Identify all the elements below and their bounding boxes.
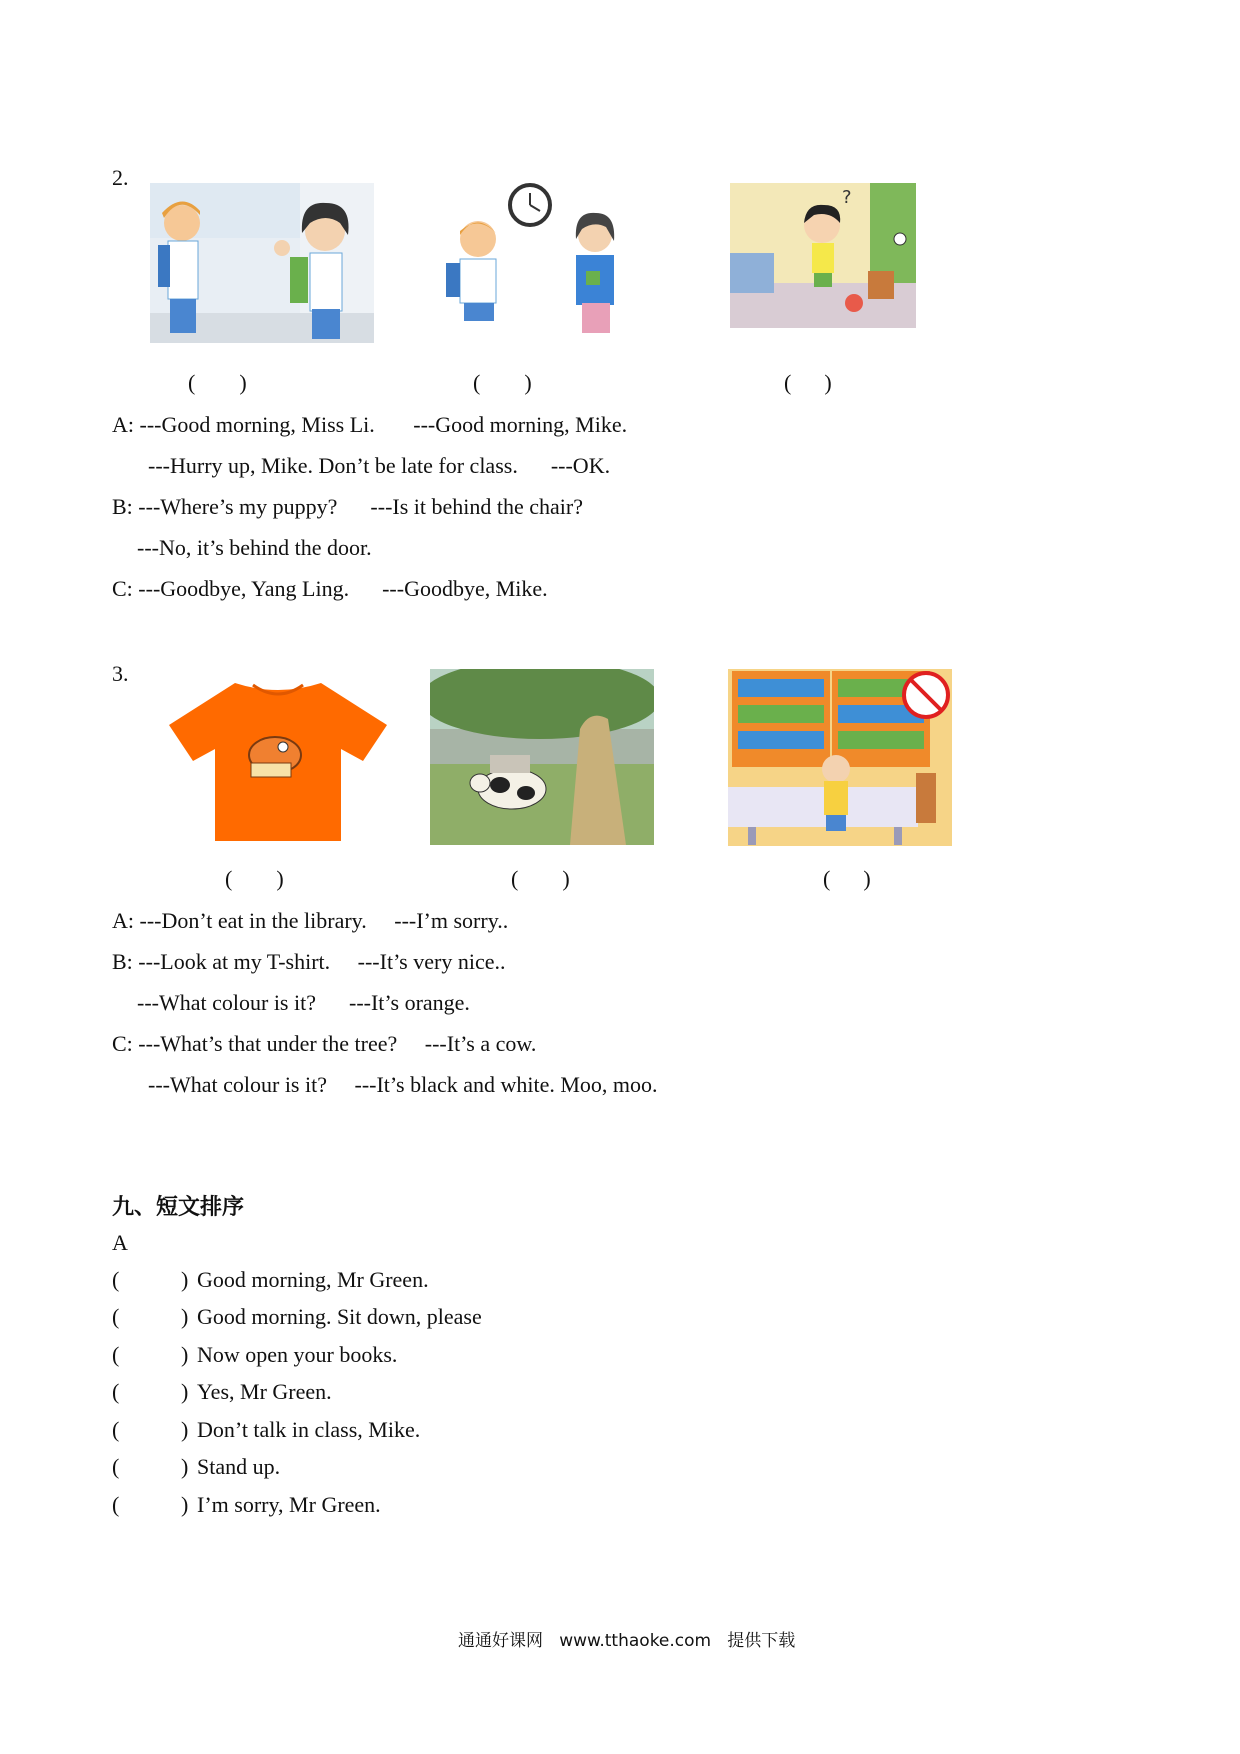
picture-library-no-eating bbox=[728, 669, 952, 846]
svg-text:?: ? bbox=[842, 187, 852, 208]
ordering-close-paren: ) bbox=[181, 1492, 189, 1517]
ordering-close-paren: ) bbox=[181, 1267, 189, 1292]
dialogue-3-c-1: C: ---What’s that under the tree? ---It’s a cow. bbox=[112, 1031, 537, 1056]
dialogue-2-a-1: A: ---Good morning, Miss Li. ---Good morning, Mike. bbox=[112, 412, 628, 437]
picture-kids-waving bbox=[150, 183, 374, 343]
ordering-item: Good morning, Mr Green. bbox=[197, 1267, 429, 1292]
dialogue-3-c-2: ---What colour is it? ---It’s black and white. Moo, moo. bbox=[148, 1072, 658, 1097]
ordering-open-paren[interactable]: ( bbox=[112, 1454, 120, 1479]
section-heading: 九、短文排序 bbox=[112, 1195, 245, 1220]
ordering-item: Yes, Mr Green. bbox=[197, 1379, 332, 1404]
answer-blank-2-2[interactable]: ( ) bbox=[473, 370, 532, 395]
dialogue-3-a-1: A: ---Don’t eat in the library. ---I’m sorry.. bbox=[112, 908, 509, 933]
answer-blank-2-3[interactable]: ( ) bbox=[784, 370, 832, 395]
ordering-item: I’m sorry, Mr Green. bbox=[197, 1492, 381, 1517]
ordering-close-paren: ) bbox=[181, 1454, 189, 1479]
ordering-close-paren: ) bbox=[181, 1379, 189, 1404]
question-number-3: 3. bbox=[112, 661, 129, 686]
ordering-close-paren: ) bbox=[181, 1304, 189, 1329]
answer-blank-3-2[interactable]: ( ) bbox=[511, 866, 570, 891]
ordering-open-paren[interactable]: ( bbox=[112, 1267, 120, 1292]
answer-blank-3-1[interactable]: ( ) bbox=[225, 866, 284, 891]
ordering-item: Don’t talk in class, Mike. bbox=[197, 1417, 421, 1442]
dialogue-2-b-1: B: ---Where’s my puppy? ---Is it behind the chair? bbox=[112, 494, 584, 519]
dialogue-3-b-1: B: ---Look at my T-shirt. ---It’s very nice.. bbox=[112, 949, 506, 974]
subsection-label: A bbox=[112, 1230, 128, 1255]
question-number-2: 2. bbox=[112, 165, 129, 190]
ordering-open-paren[interactable]: ( bbox=[112, 1417, 120, 1442]
dialogue-2-a-2: ---Hurry up, Mike. Don’t be late for class. ---OK. bbox=[148, 453, 611, 478]
ordering-item: Good morning. Sit down, please bbox=[197, 1304, 482, 1329]
ordering-item: Now open your books. bbox=[197, 1342, 398, 1367]
ordering-open-paren[interactable]: ( bbox=[112, 1342, 120, 1367]
dialogue-2-c-1: C: ---Goodbye, Yang Ling. ---Goodbye, Mike. bbox=[112, 576, 548, 601]
dialogue-2-b-2: ---No, it’s behind the door. bbox=[137, 535, 372, 560]
picture-boy-and-teacher-clock bbox=[430, 183, 655, 338]
ordering-close-paren: ) bbox=[181, 1342, 189, 1367]
answer-blank-3-3[interactable]: ( ) bbox=[823, 866, 871, 891]
ordering-open-paren[interactable]: ( bbox=[112, 1304, 120, 1329]
picture-orange-tshirt bbox=[165, 675, 391, 845]
ordering-open-paren[interactable]: ( bbox=[112, 1492, 120, 1517]
picture-cow-under-tree bbox=[430, 669, 654, 845]
answer-blank-2-1[interactable]: ( ) bbox=[188, 370, 247, 395]
ordering-open-paren[interactable]: ( bbox=[112, 1379, 120, 1404]
dialogue-3-b-2: ---What colour is it? ---It’s orange. bbox=[137, 990, 470, 1015]
page-footer: 通通好课网 www.tthaoke.com 提供下载 bbox=[458, 1631, 796, 1651]
ordering-close-paren: ) bbox=[181, 1417, 189, 1442]
ordering-item: Stand up. bbox=[197, 1454, 281, 1479]
picture-girl-looking-for-puppy bbox=[730, 183, 916, 328]
